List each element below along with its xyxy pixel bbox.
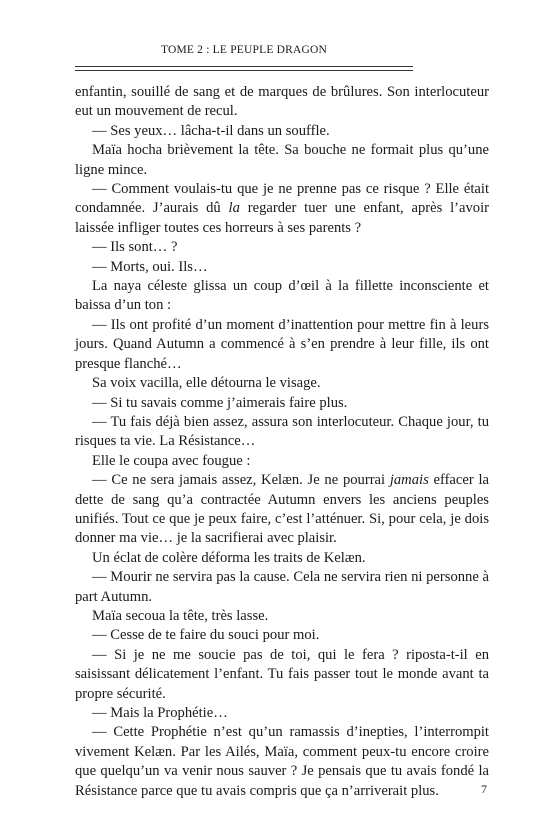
paragraph	[75, 471, 489, 549]
text-run: Elle le coupa avec fougue :	[92, 452, 251, 469]
text-run: — Ils ont profité d’un moment d’inattention pour mettre fin à leurs jours. Quand Autumn a commencé à s’en prendre à leur fille, ils ont presque flanché…	[75, 316, 489, 372]
paragraph	[75, 122, 489, 141]
header-rule-top	[75, 66, 413, 67]
text-run: — Cesse de te faire du souci pour moi.	[92, 627, 320, 644]
header-rule-bottom	[75, 70, 413, 71]
paragraph	[75, 704, 489, 723]
text-run: — Si tu savais comme j’aimerais faire plus.	[92, 394, 348, 411]
paragraph	[75, 238, 489, 257]
paragraph	[75, 549, 489, 568]
paragraph	[75, 394, 489, 413]
text-run: — Comment voulais-tu que je ne prenne pas ce risque ? Elle était condamnée. J’aurais dû	[75, 181, 489, 217]
paragraph	[75, 316, 489, 374]
paragraph	[75, 568, 489, 607]
text-run: La naya céleste glissa un coup d’œil à la fillette inconsciente et baissa d’un ton :	[75, 278, 489, 314]
paragraph	[75, 626, 489, 645]
page-number: 7	[481, 782, 487, 796]
paragraph	[75, 258, 489, 277]
paragraph	[75, 141, 489, 180]
paragraph	[75, 374, 489, 393]
text-run: enfantin, souillé de sang et de marques de brûlures. Son interlocuteur eut un mouvement de recul.	[75, 84, 489, 120]
paragraph	[75, 180, 489, 238]
text-run: — Ce ne sera jamais assez, Kelæn. Je ne pourrai	[92, 472, 390, 489]
running-header: TOME 2 : LE PEUPLE DRAGON	[160, 44, 328, 56]
text-run: — Si je ne me soucie pas de toi, qui le fera ? riposta-t-il en saisissant délicatement l’enfant. Tu fais passer tout le monde avant ta propre sécurité.	[75, 646, 489, 702]
text-run: — Mais la Prophétie…	[92, 705, 228, 721]
emphasis-text: la	[228, 200, 240, 217]
text-run: Un éclat de colère déforma les traits de Kelæn.	[92, 549, 366, 566]
text-run: effacer la dette de sang qu’a contractée Autumn envers les anciens peuples unifiés. Tout ce que je peux faire, c’est l’atténuer. Si, pour cela, je dois donner ma vie… je la sacrifierai avec plaisir.	[75, 472, 489, 547]
text-run: — Mourir ne servira pas la cause. Cela ne servira rien ni personne à part Autumn.	[75, 569, 489, 605]
paragraph	[75, 277, 489, 316]
text-run: — Ses yeux… lâcha-t-il dans un souffle.	[92, 122, 330, 139]
paragraph	[75, 83, 489, 122]
text-run: — Tu fais déjà bien assez, assura son interlocuteur. Chaque jour, tu risques ta vie. La Résistance…	[75, 413, 489, 450]
text-run: Maïa secoua la tête, très lasse.	[92, 607, 269, 624]
text-run: — Ils sont… ?	[92, 239, 178, 256]
emphasis-text: jamais	[389, 472, 429, 489]
text-run: — Cette Prophétie n’est qu’un ramassis d’inepties, l’interrompit vivement Kelæn. Par les Ailés, Maïa, comment peux-tu encore croire que quelqu’un va venir nous sauver ? Je pensais que tu avais fondé la Résistance parce que tu avais compris que ça n’arriverait plus.	[75, 724, 489, 799]
paragraph	[75, 413, 489, 452]
body-text	[75, 83, 489, 801]
text-run: Sa voix vacilla, elle détourna le visage.	[92, 375, 321, 392]
text-run: regarder tuer une enfant, après l’avoir laissée infliger toutes ces horreurs à ses parents ?	[75, 200, 489, 236]
text-run: Maïa hocha brièvement la tête. Sa bouche ne formait plus qu’une ligne mince.	[75, 142, 489, 178]
paragraph	[75, 452, 489, 471]
paragraph	[75, 723, 489, 801]
paragraph	[75, 646, 489, 704]
paragraph	[75, 607, 489, 626]
text-run: — Morts, oui. Ils…	[92, 258, 208, 275]
